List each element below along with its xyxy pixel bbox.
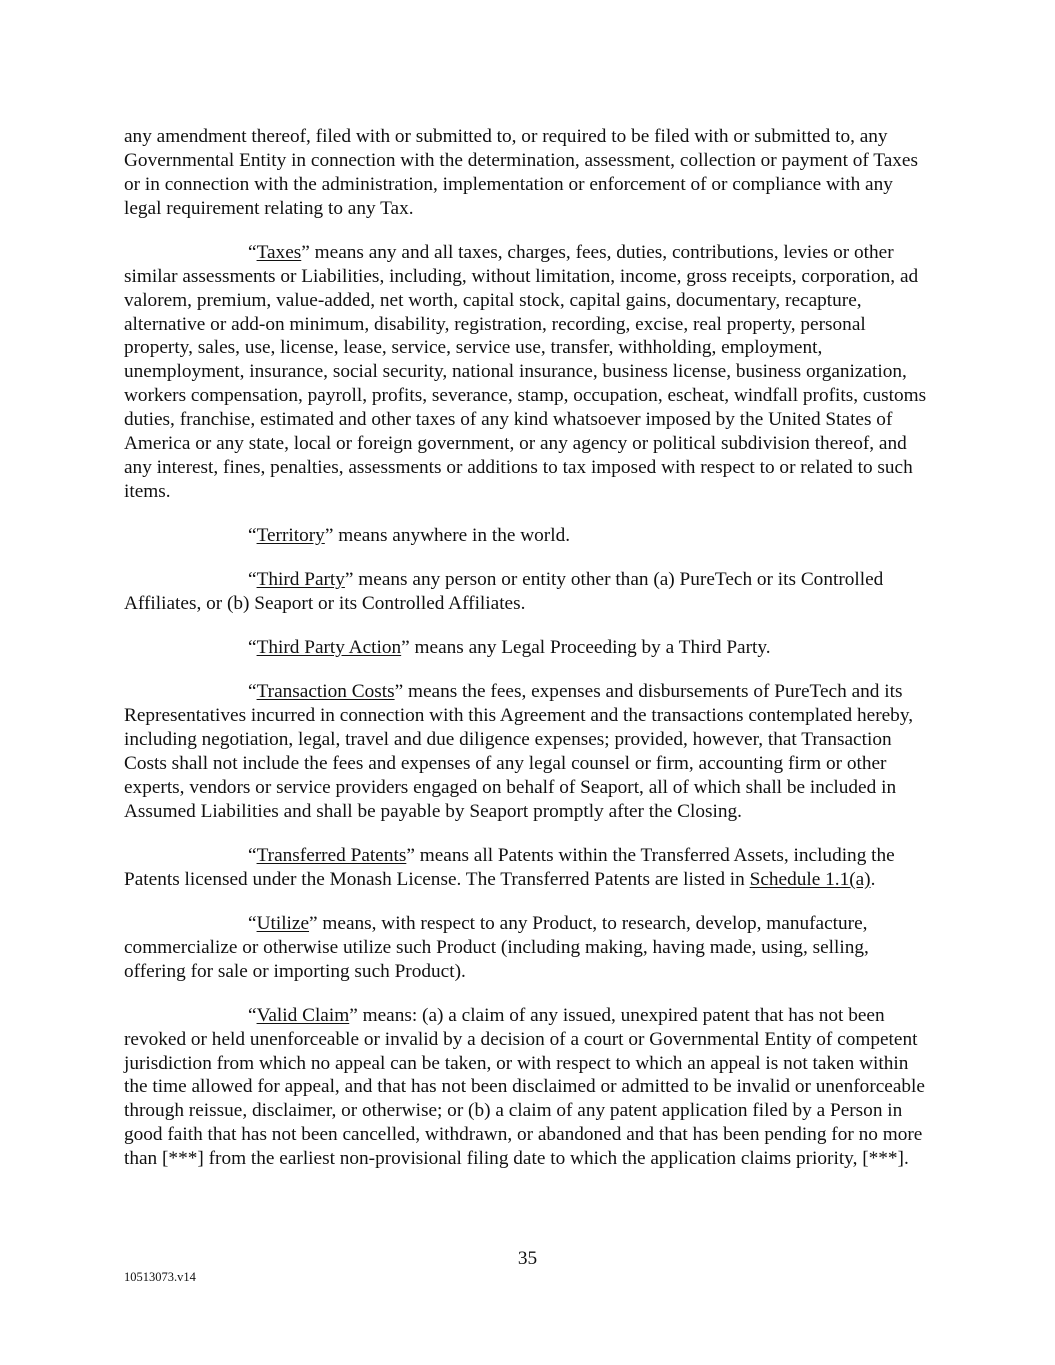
- document-body: [124, 125, 934, 1191]
- close-quote: ”: [309, 912, 318, 934]
- defined-term: Transferred Patents: [256, 844, 407, 866]
- page-number: 35: [517, 1248, 538, 1269]
- defined-term: Taxes: [256, 241, 302, 263]
- definition-text: means, with respect to any Product, to research, develop, manufacture, commercialize or otherwise utilize such Product (including making, having made, using, selling, offering for sale or importing such Product).: [124, 912, 869, 982]
- schedule-reference: Schedule 1.1(a): [749, 868, 871, 890]
- open-quote: “: [248, 241, 257, 263]
- close-quote: ”: [324, 524, 334, 546]
- close-quote: ”: [401, 637, 410, 659]
- definition-transaction-costs: [124, 680, 934, 823]
- definition-text: means all Patents within the Transferred Assets, including the Patents licensed under the Monash License. The Transferred Patents are listed in: [124, 844, 895, 890]
- definition-text: means: (a) a claim of any issued, unexpired patent that has not been revoked or held unenforceable or invalid by a decision of a court or Governmental Entity of competent jurisdiction from which no appeal can be taken, or with respect to which an appeal is not taken within the time allowed for appeal, and that has not been disclaimed or admitted to be invalid or unenforceable through reissue, disclaimer, or otherwise; or (b) a claim of any patent application filed by a Person in good faith that has not been cancelled, withdrawn, or abandoned and that has been pending for no more than [***] from the earliest non-provisional filing date to which the application claims priority, [***].: [124, 1004, 925, 1170]
- definition-text: means any person or entity other than (a) PureTech or its Controlled Affiliates, or (b) Seaport or its Controlled Affiliates.: [124, 569, 884, 614]
- open-quote: “: [248, 844, 257, 866]
- definition-tail: .: [870, 868, 876, 890]
- defined-term: Transaction Costs: [256, 681, 395, 703]
- open-quote: “: [248, 524, 257, 546]
- close-quote: ”: [301, 241, 310, 263]
- definition-text: means anywhere in the world.: [333, 524, 571, 546]
- open-quote: “: [248, 1004, 257, 1026]
- definition-transferred-patents: [124, 844, 934, 892]
- intro-paragraph: any amendment thereof, filed with or submitted to, or required to be filed with or submitted to, any Governmental Entity in connection with the determination, assessment, collection or payment of Taxes or in connection with the administration, implementation or enforcement of or compliance with any legal requirement relating to any Tax.: [124, 126, 918, 219]
- document-id: 10513073.v14: [124, 1270, 196, 1284]
- definition-text: means the fees, expenses and disbursements of PureTech and its Representatives incurred in connection with this Agreement and the transactions contemplated hereby, including negotiation, legal, travel and due diligence expenses; provided, however, that Transaction Costs shall not include the fees and expenses of any legal counsel or firm, accounting firm or other experts, vendors or service providers engaged on behalf of Seaport, all of which shall be included in Assumed Liabilities and shall be payable by Seaport promptly after the Closing.: [124, 681, 914, 822]
- close-quote: ”: [344, 569, 354, 591]
- open-quote: “: [248, 637, 257, 659]
- open-quote: “: [248, 912, 257, 934]
- open-quote: “: [248, 681, 257, 703]
- open-quote: “: [248, 569, 257, 591]
- defined-term: Territory: [256, 524, 325, 546]
- definition-utilize: [124, 912, 934, 984]
- definition-territory: [124, 524, 934, 548]
- definition-third-party: [124, 568, 934, 616]
- definition-third-party-action: [124, 636, 934, 660]
- close-quote: ”: [349, 1004, 358, 1026]
- defined-term: Third Party: [256, 569, 345, 591]
- definition-text: means any Legal Proceeding by a Third Party.: [409, 637, 771, 659]
- close-quote: ”: [394, 681, 404, 703]
- defined-term: Third Party Action: [256, 637, 402, 659]
- defined-term: Utilize: [256, 912, 310, 934]
- definition-text: means any and all taxes, charges, fees, duties, contributions, levies or other similar assessments or Liabilities, including, without limitation, income, gross receipts, corporation, ad valorem, premium, value-added, net worth, capital stock, capital gains, documentary, recapture, alternative or add-on minimum, disability, registration, recording, excise, real property, personal property, sales, use, license, lease, service, service use, transfer, withholding, employment, unemployment, insurance, social security, national insurance, business license, business organization, workers compensation, payroll, profits, severance, stamp, occupation, escheat, windfall profits, customs duties, franchise, estimated and other taxes of any kind whatsoever imposed by the United States of America or any state, local or foreign government, or any agency or political subdivision thereof, and any interest, fines, penalties, assessments or additions to tax imposed with respect to or related to such items.: [124, 241, 927, 502]
- defined-term: Valid Claim: [256, 1004, 350, 1026]
- close-quote: ”: [406, 844, 415, 866]
- definition-valid-claim: [124, 1004, 934, 1171]
- definition-taxes: [124, 241, 934, 504]
